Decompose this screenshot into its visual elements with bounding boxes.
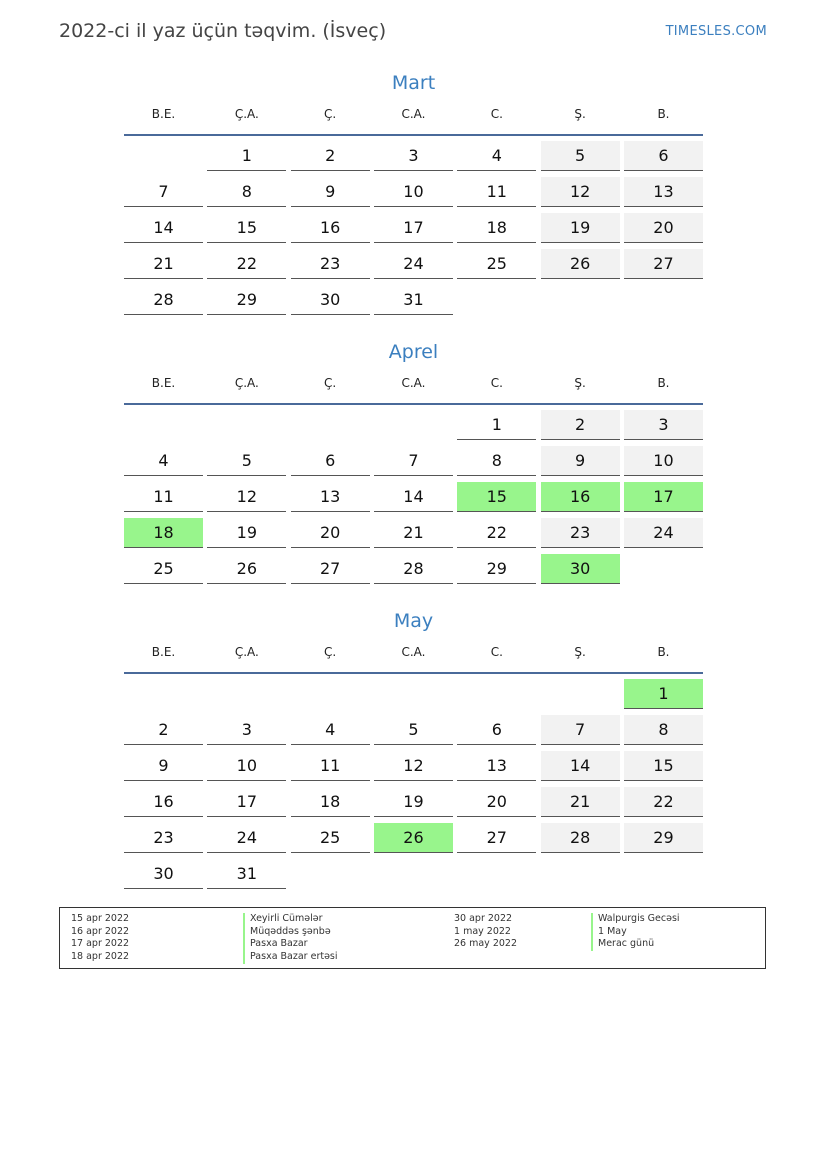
day-cell[interactable]: 6: [291, 446, 370, 476]
day-cell[interactable]: 31: [374, 285, 453, 315]
day-cell[interactable]: 1: [624, 679, 703, 709]
day-cell[interactable]: 3: [374, 141, 453, 171]
day-cell[interactable]: 26: [541, 249, 620, 279]
legend-holiday-name: Pasxa Bazar ertəsi: [243, 951, 338, 964]
month-april: [124, 339, 703, 590]
day-cell[interactable]: 16: [124, 787, 203, 817]
day-cell[interactable]: 7: [541, 715, 620, 745]
day-cell[interactable]: 4: [291, 715, 370, 745]
day-cell[interactable]: 7: [124, 177, 203, 207]
day-cell[interactable]: 2: [124, 715, 203, 745]
legend-holiday-name: Pasxa Bazar: [243, 938, 338, 951]
day-cell[interactable]: 28: [124, 285, 203, 315]
day-cell[interactable]: 19: [374, 787, 453, 817]
day-cell[interactable]: 21: [374, 518, 453, 548]
weekday-label: Ş.: [574, 376, 586, 390]
weekday-label: Ç.: [324, 645, 337, 659]
month-name: Aprel: [388, 341, 439, 363]
day-cell[interactable]: 15: [457, 482, 536, 512]
day-cell[interactable]: 11: [124, 482, 203, 512]
weekday-label: B.: [657, 376, 670, 390]
day-cell[interactable]: 27: [457, 823, 536, 853]
empty-cell: [124, 141, 203, 171]
day-cell[interactable]: 30: [124, 859, 203, 889]
day-cell[interactable]: 2: [291, 141, 370, 171]
day-cell[interactable]: 9: [124, 751, 203, 781]
day-cell[interactable]: 24: [374, 249, 453, 279]
empty-cell: [291, 679, 370, 709]
day-cell[interactable]: 9: [291, 177, 370, 207]
empty-cell: [207, 410, 286, 440]
empty-cell: [124, 679, 203, 709]
legend-dates-left: [71, 913, 129, 964]
weekday-label: C.: [490, 376, 503, 390]
day-cell[interactable]: 16: [541, 482, 620, 512]
month-name: Mart: [391, 72, 436, 94]
day-cell[interactable]: 14: [374, 482, 453, 512]
day-cell[interactable]: 14: [541, 751, 620, 781]
weekday-label: B.E.: [151, 645, 176, 659]
day-cell[interactable]: 23: [291, 249, 370, 279]
weekday-label: Ç.A.: [234, 107, 259, 121]
day-cell[interactable]: 24: [624, 518, 703, 548]
legend-date: 1 may 2022: [454, 925, 511, 937]
day-cell[interactable]: 20: [291, 518, 370, 548]
day-cell[interactable]: 22: [457, 518, 536, 548]
legend-holiday-name: Merac günü: [591, 938, 680, 951]
day-cell[interactable]: 18: [457, 213, 536, 243]
legend-date: 26 may 2022: [454, 938, 518, 950]
brand-link[interactable]: TIMESLES.COM: [665, 24, 767, 39]
day-cell[interactable]: 5: [207, 446, 286, 476]
weekday-label: B.E.: [151, 107, 176, 121]
month-march: [124, 70, 703, 321]
legend-date: 18 apr 2022: [71, 951, 130, 963]
day-cell[interactable]: 30: [291, 285, 370, 315]
legend-date: 16 apr 2022: [71, 925, 130, 937]
day-cell[interactable]: 29: [624, 823, 703, 853]
empty-cell: [291, 410, 370, 440]
day-cell[interactable]: 15: [207, 213, 286, 243]
holiday-legend: [59, 907, 766, 969]
day-cell[interactable]: 17: [207, 787, 286, 817]
day-grid: [124, 679, 703, 895]
day-cell[interactable]: 6: [457, 715, 536, 745]
day-cell[interactable]: 28: [541, 823, 620, 853]
day-cell[interactable]: 17: [374, 213, 453, 243]
day-cell[interactable]: 31: [207, 859, 286, 889]
weekday-label: C.: [490, 107, 503, 121]
day-cell[interactable]: 22: [207, 249, 286, 279]
day-cell[interactable]: 15: [624, 751, 703, 781]
day-cell[interactable]: 3: [624, 410, 703, 440]
empty-cell: [457, 679, 536, 709]
day-cell[interactable]: 23: [124, 823, 203, 853]
page-title: 2022-ci il yaz üçün təqvim. (İsveç): [59, 20, 387, 42]
day-cell[interactable]: 18: [124, 518, 203, 548]
empty-cell: [124, 410, 203, 440]
day-cell[interactable]: 25: [457, 249, 536, 279]
day-cell[interactable]: 27: [624, 249, 703, 279]
day-cell[interactable]: 4: [457, 141, 536, 171]
legend-dates-right: [454, 913, 517, 951]
day-cell[interactable]: 20: [624, 213, 703, 243]
day-cell[interactable]: 20: [457, 787, 536, 817]
day-cell[interactable]: 5: [374, 715, 453, 745]
day-cell[interactable]: 1: [457, 410, 536, 440]
empty-cell: [541, 679, 620, 709]
empty-cell: [374, 679, 453, 709]
legend-holiday-name: Müqəddəs şənbə: [243, 926, 338, 939]
weekday-label: Ç.: [324, 376, 337, 390]
day-cell[interactable]: 7: [374, 446, 453, 476]
weekday-header: [124, 375, 703, 405]
day-cell[interactable]: 10: [207, 751, 286, 781]
legend-date: 15 apr 2022: [71, 913, 130, 924]
day-cell[interactable]: 18: [291, 787, 370, 817]
month-name: May: [393, 610, 434, 632]
day-cell[interactable]: 8: [207, 177, 286, 207]
day-cell[interactable]: 26: [207, 554, 286, 584]
day-cell[interactable]: 6: [624, 141, 703, 171]
day-cell[interactable]: 12: [374, 751, 453, 781]
weekday-label: C.A.: [401, 645, 426, 659]
day-cell[interactable]: 29: [207, 285, 286, 315]
month-may: [124, 608, 703, 895]
day-cell[interactable]: 10: [624, 446, 703, 476]
legend-names-left: [243, 913, 338, 964]
weekday-label: C.A.: [401, 107, 426, 121]
legend-holiday-name: Walpurgis Gecəsi: [591, 913, 680, 926]
day-grid: [124, 410, 703, 590]
weekday-label: B.E.: [151, 376, 176, 390]
day-cell[interactable]: 8: [457, 446, 536, 476]
day-cell[interactable]: 17: [624, 482, 703, 512]
day-cell[interactable]: 10: [374, 177, 453, 207]
legend-holiday-name: Xeyirli Cümələr: [243, 913, 338, 926]
day-cell[interactable]: 5: [541, 141, 620, 171]
day-cell[interactable]: 11: [291, 751, 370, 781]
day-cell[interactable]: 13: [291, 482, 370, 512]
day-cell[interactable]: 25: [124, 554, 203, 584]
weekday-header: [124, 644, 703, 674]
weekday-label: C.: [490, 645, 503, 659]
day-cell[interactable]: 9: [541, 446, 620, 476]
weekday-label: Ç.A.: [234, 645, 259, 659]
weekday-label: B.: [657, 107, 670, 121]
day-cell[interactable]: 21: [541, 787, 620, 817]
day-cell[interactable]: 2: [541, 410, 620, 440]
day-cell[interactable]: 26: [374, 823, 453, 853]
day-cell[interactable]: 8: [624, 715, 703, 745]
day-cell[interactable]: 19: [207, 518, 286, 548]
weekday-label: Ç.: [324, 107, 337, 121]
day-cell[interactable]: 27: [291, 554, 370, 584]
day-cell[interactable]: 13: [457, 751, 536, 781]
day-cell[interactable]: 4: [124, 446, 203, 476]
day-cell[interactable]: 12: [207, 482, 286, 512]
day-cell[interactable]: 28: [374, 554, 453, 584]
day-cell[interactable]: 12: [541, 177, 620, 207]
day-cell[interactable]: 24: [207, 823, 286, 853]
empty-cell: [374, 410, 453, 440]
weekday-label: B.: [657, 645, 670, 659]
day-grid: [124, 141, 703, 321]
day-cell[interactable]: 3: [207, 715, 286, 745]
day-cell[interactable]: 19: [541, 213, 620, 243]
weekday-label: C.A.: [401, 376, 426, 390]
legend-date: 30 apr 2022: [454, 913, 513, 924]
day-cell[interactable]: 23: [541, 518, 620, 548]
day-cell[interactable]: 29: [457, 554, 536, 584]
weekday-label: Ş.: [574, 107, 586, 121]
day-cell[interactable]: 25: [291, 823, 370, 853]
day-cell[interactable]: 22: [624, 787, 703, 817]
legend-names-right: [591, 913, 680, 951]
day-cell[interactable]: 21: [124, 249, 203, 279]
legend-holiday-name: 1 May: [591, 926, 680, 939]
weekday-header: [124, 106, 703, 136]
empty-cell: [207, 679, 286, 709]
weekday-label: Ç.A.: [234, 376, 259, 390]
day-cell[interactable]: 11: [457, 177, 536, 207]
weekday-label: Ş.: [574, 645, 586, 659]
day-cell[interactable]: 13: [624, 177, 703, 207]
day-cell[interactable]: 1: [207, 141, 286, 171]
legend-date: 17 apr 2022: [71, 938, 130, 950]
day-cell[interactable]: 16: [291, 213, 370, 243]
day-cell[interactable]: 14: [124, 213, 203, 243]
day-cell[interactable]: 30: [541, 554, 620, 584]
